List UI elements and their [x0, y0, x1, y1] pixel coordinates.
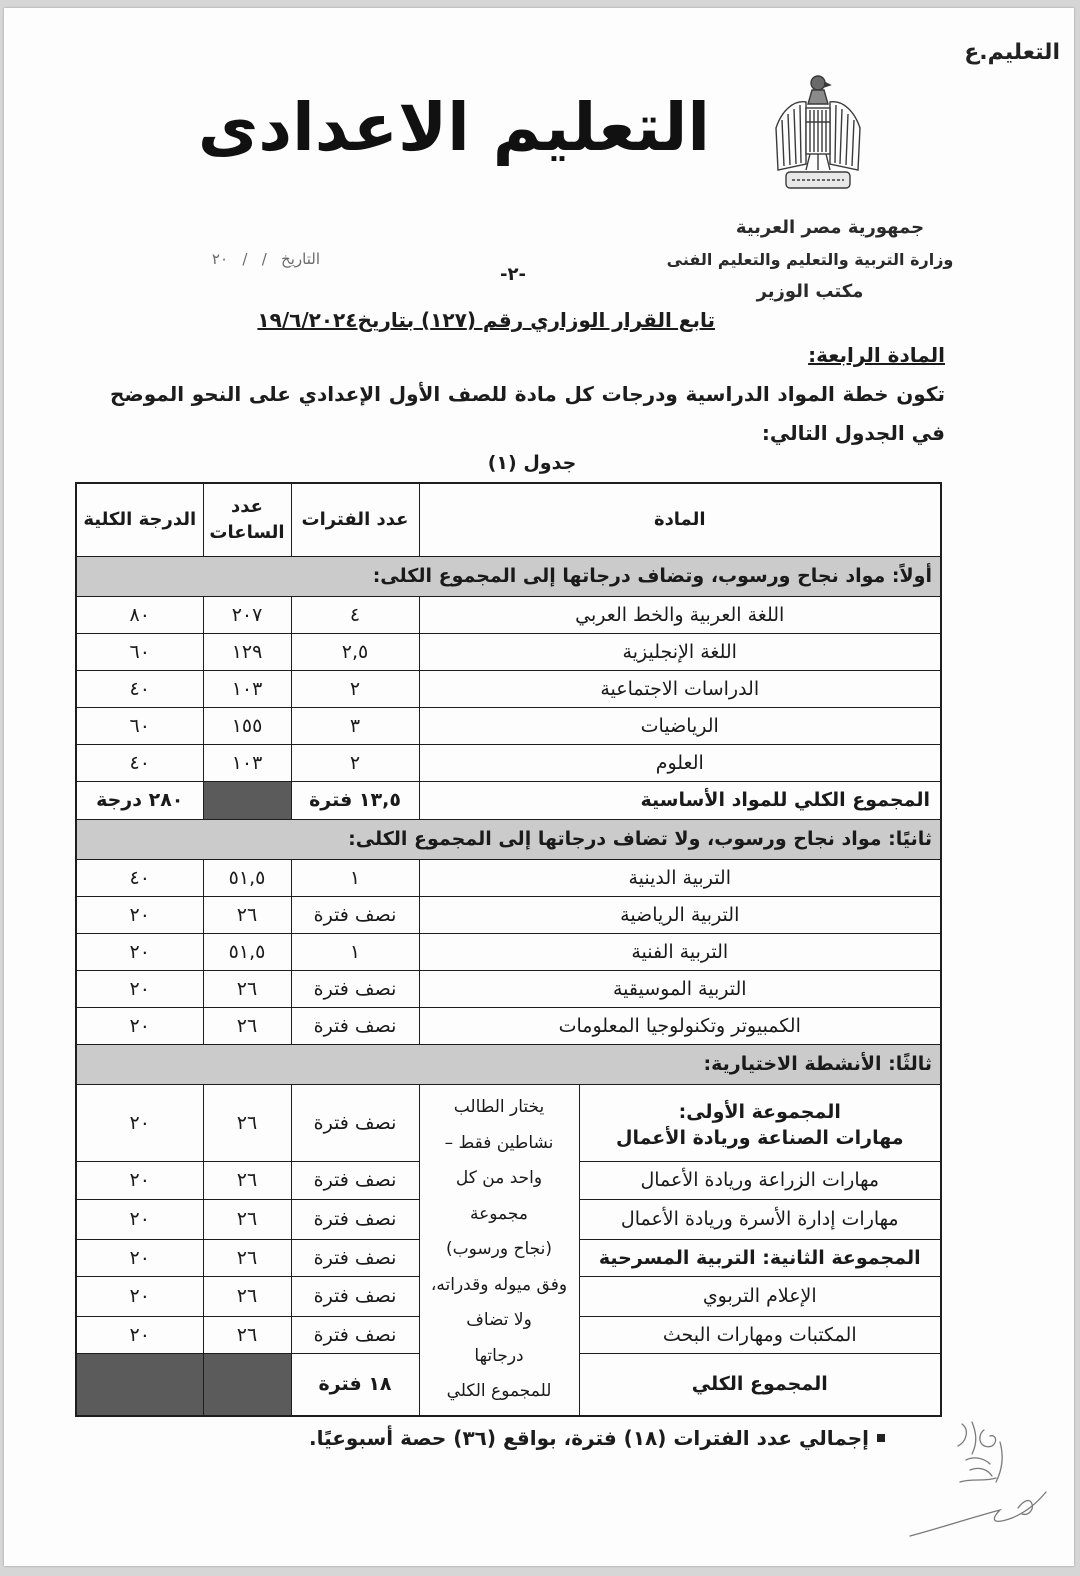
table-row [76, 633, 941, 670]
group-label: المجموعة الأولى: [678, 1100, 841, 1123]
subject-cell: الكمبيوتر وتكنولوجيا المعلومات [419, 1007, 941, 1044]
total-grade-cell: ٢٠ [76, 1084, 203, 1161]
total-grade-cell: ٢٠ [76, 1161, 203, 1199]
subject-cell: التربية الرياضية [419, 896, 941, 933]
hours-cell: ١٢٩ [203, 633, 291, 670]
ministry-office: مكتب الوزير [756, 281, 864, 302]
section-1-header-row [76, 556, 941, 596]
subject-cell: الدراسات الاجتماعية [419, 670, 941, 707]
periods-cell: ٢ [291, 670, 419, 707]
periods-cell: نصف فترة [291, 1007, 419, 1044]
table-row [76, 859, 941, 896]
periods-cell: نصف فترة [291, 1316, 419, 1353]
table-row [76, 896, 941, 933]
subject-cell: اللغة الإنجليزية [419, 633, 941, 670]
total-periods-cell: ١٣,٥ فترة [291, 781, 419, 819]
footer-note-text: إجمالي عدد الفترات (١٨) فترة، بواقع (٣٦) حصة أسبوعيًا. [308, 1426, 869, 1450]
corner-tag: التعليم.ع [964, 40, 1060, 65]
hours-cell: ٥١,٥ [203, 933, 291, 970]
subject-cell: التربية الموسيقية [419, 970, 941, 1007]
table-row [76, 1007, 941, 1044]
note-line: ولا تضاف [466, 1310, 532, 1330]
total-grade-cell: ٦٠ [76, 707, 203, 744]
total-grade-cell: ٨٠ [76, 596, 203, 633]
section-2-title: ثانيًا: مواد نجاح ورسوب، ولا تضاف درجاتها إلى المجموع الكلى: [76, 819, 941, 859]
subject-cell: مهارات الزراعة وريادة الأعمال [579, 1161, 941, 1199]
note-line: يختار الطالب [453, 1097, 545, 1117]
shaded-cell [76, 1353, 203, 1416]
note-line: (نجاح ورسوب) [446, 1239, 552, 1259]
square-bullet-icon [877, 1434, 885, 1442]
footer-note [309, 1426, 885, 1450]
ministry-letterhead [640, 212, 980, 308]
total-grade-cell: ٢٠ [76, 1007, 203, 1044]
total-grade-cell: ٤٠ [76, 670, 203, 707]
handwritten-signature [900, 1412, 1050, 1542]
periods-cell: نصف فترة [291, 1199, 419, 1239]
hours-cell: ٢٦ [203, 1199, 291, 1239]
periods-cell: نصف فترة [291, 1084, 419, 1161]
note-line: وفق ميوله وقدراته، [430, 1274, 568, 1295]
subject-cell [579, 1084, 941, 1161]
periods-cell: ٤ [291, 596, 419, 633]
total-grade-cell: ٢٠ [76, 1199, 203, 1239]
hours-cell: ١٥٥ [203, 707, 291, 744]
header-periods: عدد الفترات [291, 483, 419, 556]
ministry-country: جمهورية مصر العربية [735, 217, 925, 238]
eagle-emblem-icon [772, 70, 864, 198]
subject-cell: مهارات إدارة الأسرة وريادة الأعمال [579, 1199, 941, 1239]
section-1-total-row [76, 781, 941, 819]
hours-cell: ٢٠٧ [203, 596, 291, 633]
page-number: -٢- [500, 264, 526, 285]
header-hours: عدد الساعات [203, 483, 291, 556]
subject-cell: الرياضيات [419, 707, 941, 744]
subject-cell: اللغة العربية والخط العربي [419, 596, 941, 633]
hours-cell: ٢٦ [203, 1084, 291, 1161]
table-row [76, 707, 941, 744]
header-subject: المادة [419, 483, 941, 556]
section-3-title: ثالثًا: الأنشطة الاختيارية: [76, 1044, 941, 1084]
total-grade-cell: ٢٠ [76, 1239, 203, 1276]
total-grade-cell: ٢٠ [76, 1316, 203, 1353]
hours-cell: ٢٦ [203, 1239, 291, 1276]
shaded-cell [203, 781, 291, 819]
page-title: التعليم الاعدادى [197, 89, 710, 166]
subject-cell [579, 1239, 941, 1276]
note-line: مجموعة [470, 1203, 528, 1224]
total-grade-cell: ٤٠ [76, 859, 203, 896]
periods-cell: نصف فترة [291, 896, 419, 933]
periods-cell: نصف فترة [291, 1161, 419, 1199]
section-3-header-row [76, 1044, 941, 1084]
subject-cell: التربية الفنية [419, 933, 941, 970]
total-subject-cell: المجموع الكلي للمواد الأساسية [419, 781, 941, 819]
note-line: نشاطين فقط – [444, 1132, 554, 1153]
total-grade-cell: ٢٨٠ درجة [76, 781, 203, 819]
subject-cell: الإعلام التربوي [579, 1276, 941, 1316]
subject-cell: المكتبات ومهارات البحث [579, 1316, 941, 1353]
hours-cell: ٥١,٥ [203, 859, 291, 896]
decree-reference: تابع القرار الوزاري رقم (١٢٧) بتاريخ١٩/٦/٢٠٢٤ [257, 308, 715, 332]
hours-cell: ٢٦ [203, 1007, 291, 1044]
table-row [76, 744, 941, 781]
header-total-grade: الدرجة الكلية [76, 483, 203, 556]
subject-cell: التربية الدينية [419, 859, 941, 896]
total-grade-cell: ٦٠ [76, 633, 203, 670]
total-grade-cell: ٢٠ [76, 970, 203, 1007]
note-line: درجاتها [474, 1345, 524, 1366]
hours-cell: ١٠٣ [203, 670, 291, 707]
shaded-cell [203, 1353, 291, 1416]
study-plan-body [76, 483, 941, 1416]
subject-label: التربية المسرحية [598, 1246, 756, 1269]
total-grade-cell: ٢٠ [76, 1276, 203, 1316]
hours-cell: ٢٦ [203, 970, 291, 1007]
periods-cell: ١ [291, 933, 419, 970]
note-line: واحد من كل [455, 1168, 543, 1188]
note-line: للمجموع الكلي [446, 1381, 552, 1401]
table-row [76, 933, 941, 970]
periods-cell: نصف فترة [291, 1239, 419, 1276]
section-2-header-row [76, 819, 941, 859]
ministry-name: وزارة التربية والتعليم والتعليم الفنى [666, 250, 954, 269]
table-row [76, 596, 941, 633]
hours-cell: ٢٦ [203, 1276, 291, 1316]
subject-cell: العلوم [419, 744, 941, 781]
date-label: التاريخ / / ٢٠ [211, 250, 320, 268]
periods-cell: ٢,٥ [291, 633, 419, 670]
table-row [76, 670, 941, 707]
table-caption: جدول (١) [487, 452, 577, 474]
total-grade-cell: ٢٠ [76, 896, 203, 933]
article-heading: المادة الرابعة: [808, 343, 945, 367]
study-plan-table [75, 482, 942, 1417]
article-text: تكون خطة المواد الدراسية ودرجات كل مادة للصف الأول الإعدادي على النحو الموضح في الجدول التالي: [110, 382, 945, 445]
group-label: المجموعة الثانية: [762, 1246, 921, 1269]
activity-choice-note [419, 1084, 579, 1416]
periods-cell: ٢ [291, 744, 419, 781]
periods-cell: نصف فترة [291, 970, 419, 1007]
total-grade-cell: ٤٠ [76, 744, 203, 781]
periods-cell: ١ [291, 859, 419, 896]
hours-cell: ٢٦ [203, 1316, 291, 1353]
periods-cell: ٣ [291, 707, 419, 744]
hours-cell: ٢٦ [203, 1161, 291, 1199]
subject-label: مهارات الصناعة وريادة الأعمال [615, 1126, 904, 1149]
total-periods-cell: ١٨ فترة [291, 1353, 419, 1416]
section-1-title: أولاً: مواد نجاح ورسوب، وتضاف درجاتها إلى المجموع الكلى: [76, 556, 941, 596]
periods-cell: نصف فترة [291, 1276, 419, 1316]
hours-cell: ١٠٣ [203, 744, 291, 781]
total-grade-cell: ٢٠ [76, 933, 203, 970]
table-header-row [76, 483, 941, 556]
total-subject-cell: المجموع الكلي [579, 1353, 941, 1416]
hours-cell: ٢٦ [203, 896, 291, 933]
table-row [76, 1084, 941, 1161]
table-row [76, 970, 941, 1007]
